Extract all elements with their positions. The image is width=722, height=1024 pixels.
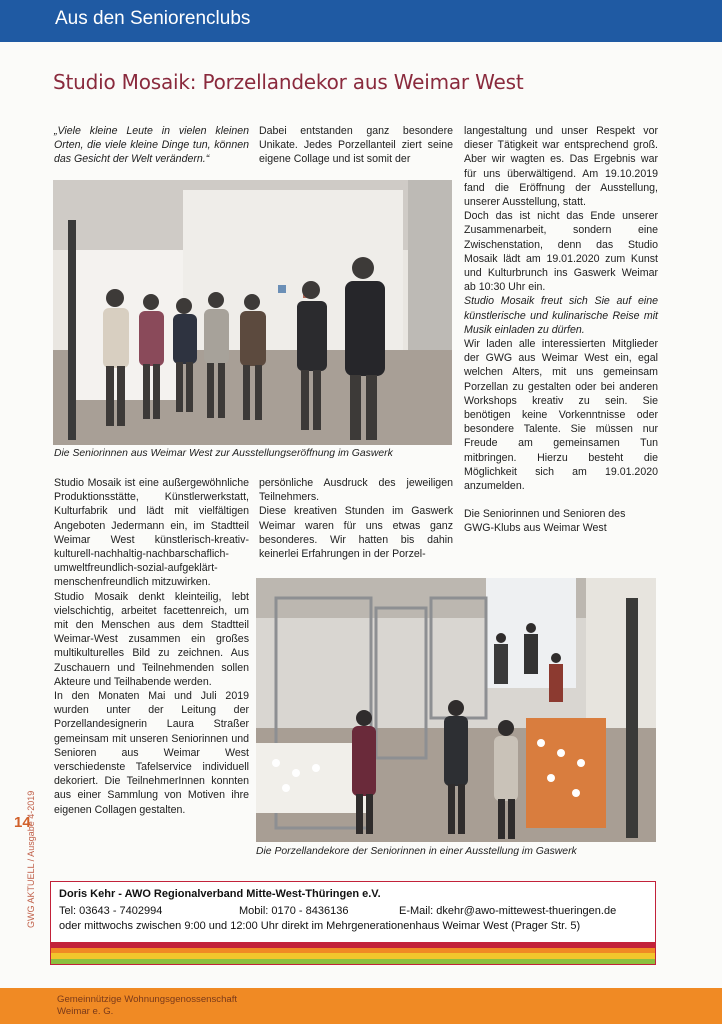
col3-text bbox=[464, 124, 658, 536]
col3-signature: Die Seniorinnen und Senioren des GWG-Klubs aus Weimar West bbox=[464, 508, 626, 535]
page-number: 14 bbox=[14, 814, 31, 831]
photo1-caption: Die Seniorinnen aus Weimar West zur Ausstellungseröffnung im Gaswerk bbox=[54, 448, 393, 459]
col2-paragraph: Diese kreativen Stunden im Gaswerk Weimar waren für uns etwas ganz besonderes. Wir hatten bis dahin keinerlei Erfahrungen in der Porzel- bbox=[259, 505, 453, 561]
contact-name: Doris Kehr - AWO Regionalverband Mitte-West-Thüringen e.V. bbox=[59, 888, 381, 900]
col2-paragraph: persönliche Ausdruck des jeweiligen Teilnehmers. bbox=[259, 477, 453, 504]
footer-bar bbox=[0, 988, 722, 1024]
issue-label: GWG AKTUELL / Ausgabe 4-2019 bbox=[26, 790, 36, 928]
intro-quote bbox=[54, 124, 249, 167]
col3-paragraph: langestaltung und unser Respekt vor dieser Tätigkeit war entsprechend groß. Aber wir wagten es. Das Ergebnis war für uns überwältigend. Am 19.10.2019 fand die Eröffnung der Ausstellung, unserer Ausstellung, statt. bbox=[464, 125, 658, 209]
col1-paragraph: In den Monaten Mai und Juli 2019 wurden unter der Leitung der Porzellandesignerin Laura Straßer gemeinsam mit unseren Seniorinnen und Senioren aus Weimar West verschiedenste Tafelservice individuell dekoriert. Die TeilnehmerInnen konnten aus einer Sammlung von Motiven ihre eigenen Collagen gestalten. bbox=[54, 690, 249, 816]
photo2-caption: Die Porzellandekore der Seniorinnen in einer Ausstellung im Gaswerk bbox=[256, 846, 577, 857]
photo-exhibition-opening bbox=[53, 180, 452, 445]
col3-paragraph: Studio Mosaik freut sich Sie auf eine künstlerische und kulinarische Reise mit Musik einladen zu dürfen. bbox=[464, 295, 658, 336]
contact-tel: Tel: 03643 - 7402994 bbox=[59, 905, 163, 917]
col2-top-paragraph: Dabei entstanden ganz besondere Unikate. Jedes Porzellanteil ziert seine eigene Collage und ist somit der bbox=[259, 125, 453, 166]
color-stripes bbox=[51, 942, 655, 964]
col1-paragraph: Studio Mosaik ist eine außergewöhnliche Produktionsstätte, Künstlerwerkstatt, Kulturfabrik und lädt mit vielfältigen Angeboten Jedermann ein, im Stadtteil Weimar West künstlerisch-kreativ-kulturell-nachhaltig-nachbarschaflich-umweltfreundlich-sozial-aufgeklärt-menschenfreundlich mitzuwirken. bbox=[54, 477, 249, 589]
photo-porcelain-exhibition bbox=[256, 578, 656, 842]
col2-bottom-text bbox=[259, 476, 453, 561]
col1-bottom-text bbox=[54, 476, 249, 817]
contact-email: E-Mail: dkehr@awo-mittewest-thueringen.de bbox=[399, 905, 617, 917]
contact-mobil: Mobil: 0170 - 8436136 bbox=[239, 905, 349, 917]
col3-paragraph: Doch das ist nicht das Ende unserer Zusammenarbeit, sondern eine Zwischenstation, denn das Studio Mosaik lädt am 19.01.2020 zum Kunst und Kulturbrunch ins Gaswerk Weimar ab 10:30 Uhr ein. bbox=[464, 210, 658, 294]
quote-text: „Viele kleine Leute in vielen kleinen Orten, die viele kleine Dinge tun, können das Gesicht der Welt verändern.“ bbox=[54, 125, 249, 166]
section-header-bar bbox=[0, 0, 722, 42]
col3-paragraph: Wir laden alle interessierten Mitglieder der GWG aus Weimar West ein, egal welchen Alters, mit uns gemeinsam Porzellan zu gestalten oder bei anderen Workshops kreativ zu sein. Sie benötigen keine Vorkenntnisse oder besondere Talente. Sie müssen nur Freude am gemeinsamen Tun mitbringen. Hierzu besteht die Möglichkeit sich am 19.01.2020 anzumelden. bbox=[464, 338, 658, 493]
article-title: Studio Mosaik: Porzellandekor aus Weimar West bbox=[53, 70, 524, 94]
contact-hours: oder mittwochs zwischen 9:00 und 12:00 Uhr direkt im Mehrgenerationenhaus Weimar West (Prager Str. 5) bbox=[59, 920, 581, 932]
footer-line2: Weimar e. G. bbox=[57, 1006, 114, 1017]
col1-paragraph: Studio Mosaik denkt kleinteilig, lebt vielschichtig, arbeitet facettenreich, um mit den Menschen aus dem Stadtteil Weimar-West zusammen ein großes multikulturelles Bild zu zeichnen. Aus Zuschauern und Teilnehmenden sollen Akteure und Teilhabende werden. bbox=[54, 590, 249, 688]
footer-line1: Gemeinnützige Wohnungsgenossenschaft bbox=[57, 994, 238, 1005]
section-title: Aus den Seniorenclubs bbox=[55, 8, 251, 29]
col2-top-text bbox=[259, 124, 453, 167]
contact-box bbox=[50, 881, 656, 965]
